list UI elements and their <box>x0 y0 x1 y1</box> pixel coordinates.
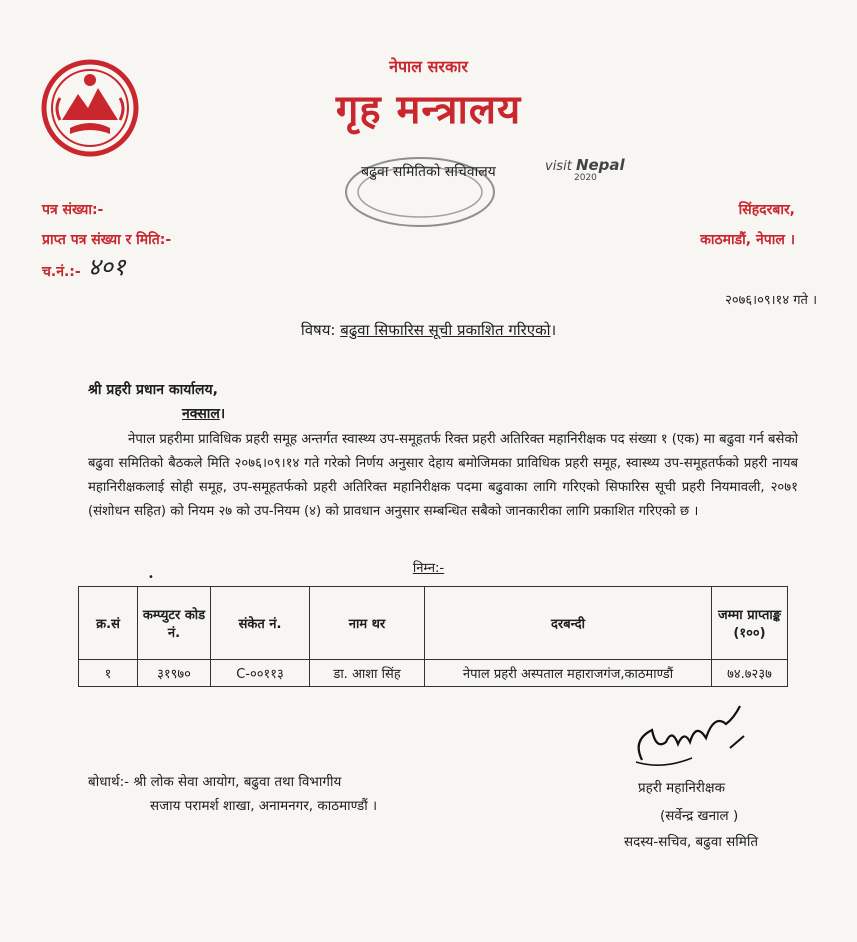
subject-label: विषय: <box>300 321 336 339</box>
visit-nepal-logo <box>545 156 625 174</box>
letter-date: २०७६।०९।१४ गते । <box>725 293 817 308</box>
recipient-place: नक्साल <box>182 406 220 422</box>
address-line-2: काठमाडौं, नेपाल । <box>700 232 795 248</box>
government-title: नेपाल सरकार <box>389 57 468 76</box>
recipient-end: । <box>219 406 226 422</box>
signer-role: सदस्य-सचिव, बढुवा समिति <box>624 834 759 850</box>
col-serial: क्र.सं <box>79 587 138 660</box>
table-header-row <box>79 587 788 660</box>
cell-name: डा. आशा सिंह <box>310 660 425 687</box>
visit-year: 2020 <box>574 173 597 183</box>
recipient: श्री प्रहरी प्रधान कार्यालय, <box>88 382 218 398</box>
signer-name: (सर्वेन्द्र खनाल ) <box>660 808 739 824</box>
cc-line-1: बोधार्थ:- श्री लोक सेवा आयोग, बढुवा तथा विभागीय <box>88 774 342 790</box>
recipient-place-line <box>182 404 225 423</box>
col-symbol-number: संकेत नं. <box>211 587 310 660</box>
signer-title: प्रहरी महानिरीक्षक <box>638 780 725 796</box>
cell-computer-code: ३१९७० <box>138 660 211 687</box>
ministry-title: गृह मन्त्रालय <box>335 87 522 133</box>
dispatch-number: ४०१ <box>88 253 126 281</box>
cell-symbol-number: C-००११३ <box>211 660 310 687</box>
col-computer-code: कम्प्युटर कोड नं. <box>138 587 211 660</box>
secretariat-title: बढुवा समितिको सचिवालय <box>361 164 496 180</box>
col-total-score: जम्मा प्राप्ताङ्क (१००) <box>712 587 788 660</box>
address-line-1: सिंहदरबार, <box>738 202 795 218</box>
bullet-mark: • <box>148 572 154 583</box>
dispatch-number-label: च.नं.:- <box>42 264 81 280</box>
subject-line <box>0 320 857 340</box>
recommendation-table <box>78 586 788 687</box>
following-label <box>0 558 857 576</box>
col-post: दरबन्दी <box>425 587 712 660</box>
cell-total-score: ७४.७२३७ <box>712 660 788 687</box>
signature-icon <box>622 700 762 780</box>
letter-body: नेपाल प्रहरीमा प्राविधिक प्रहरी समूह अन्तर्गत स्वास्थ्य उप-समूहतर्फ रिक्त प्रहरी अतिरिक्त महानिरीक्षक पद संख्या १ (एक) मा बढुवा गर्न बसेको बढुवा समितिको बैठकले मिति २०७६।०९।१४ गते गरेको निर्णय अनुसार देहाय बमोजिमका प्राविधिक प्रहरी समूह, स्वास्थ्य उप-समूहतर्फको प्रहरी नायब महानिरीक्षकलाई सोही समूह, उप-समूहतर्फको प्रहरी अतिरिक्त महानिरीक्षक पदमा बढुवाका लागि गरिएको सिफारिस सूची प्रहरी नियमावली, २०७१ (संशोधन सहित) को नियम २७ को उप-नियम (४) को प्रावधान अनुसार सम्बन्धित सबैको जानकारीका लागि प्रकाशित गरिएको छ । <box>88 432 798 519</box>
cc-line-2: सजाय परामर्श शाखा, अनामनगर, काठमाण्डौं । <box>150 798 378 814</box>
following-text: निम्न:- <box>412 561 445 576</box>
cell-serial: १ <box>79 660 138 687</box>
letter-number-label: पत्र संख्या:- <box>42 202 104 218</box>
received-letter-label: प्राप्त पत्र संख्या र मिति:- <box>42 232 172 248</box>
table-row <box>79 660 788 687</box>
subject-text: बढुवा सिफारिस सूची प्रकाशित गरिएको <box>340 321 551 339</box>
col-name: नाम थर <box>310 587 425 660</box>
visit-text: visit <box>545 159 572 174</box>
cell-post: नेपाल प्रहरी अस्पताल महाराजगंज,काठमाण्डौं <box>425 660 712 687</box>
subject-end: । <box>550 321 557 339</box>
visit-brand: Nepal <box>575 156 625 174</box>
